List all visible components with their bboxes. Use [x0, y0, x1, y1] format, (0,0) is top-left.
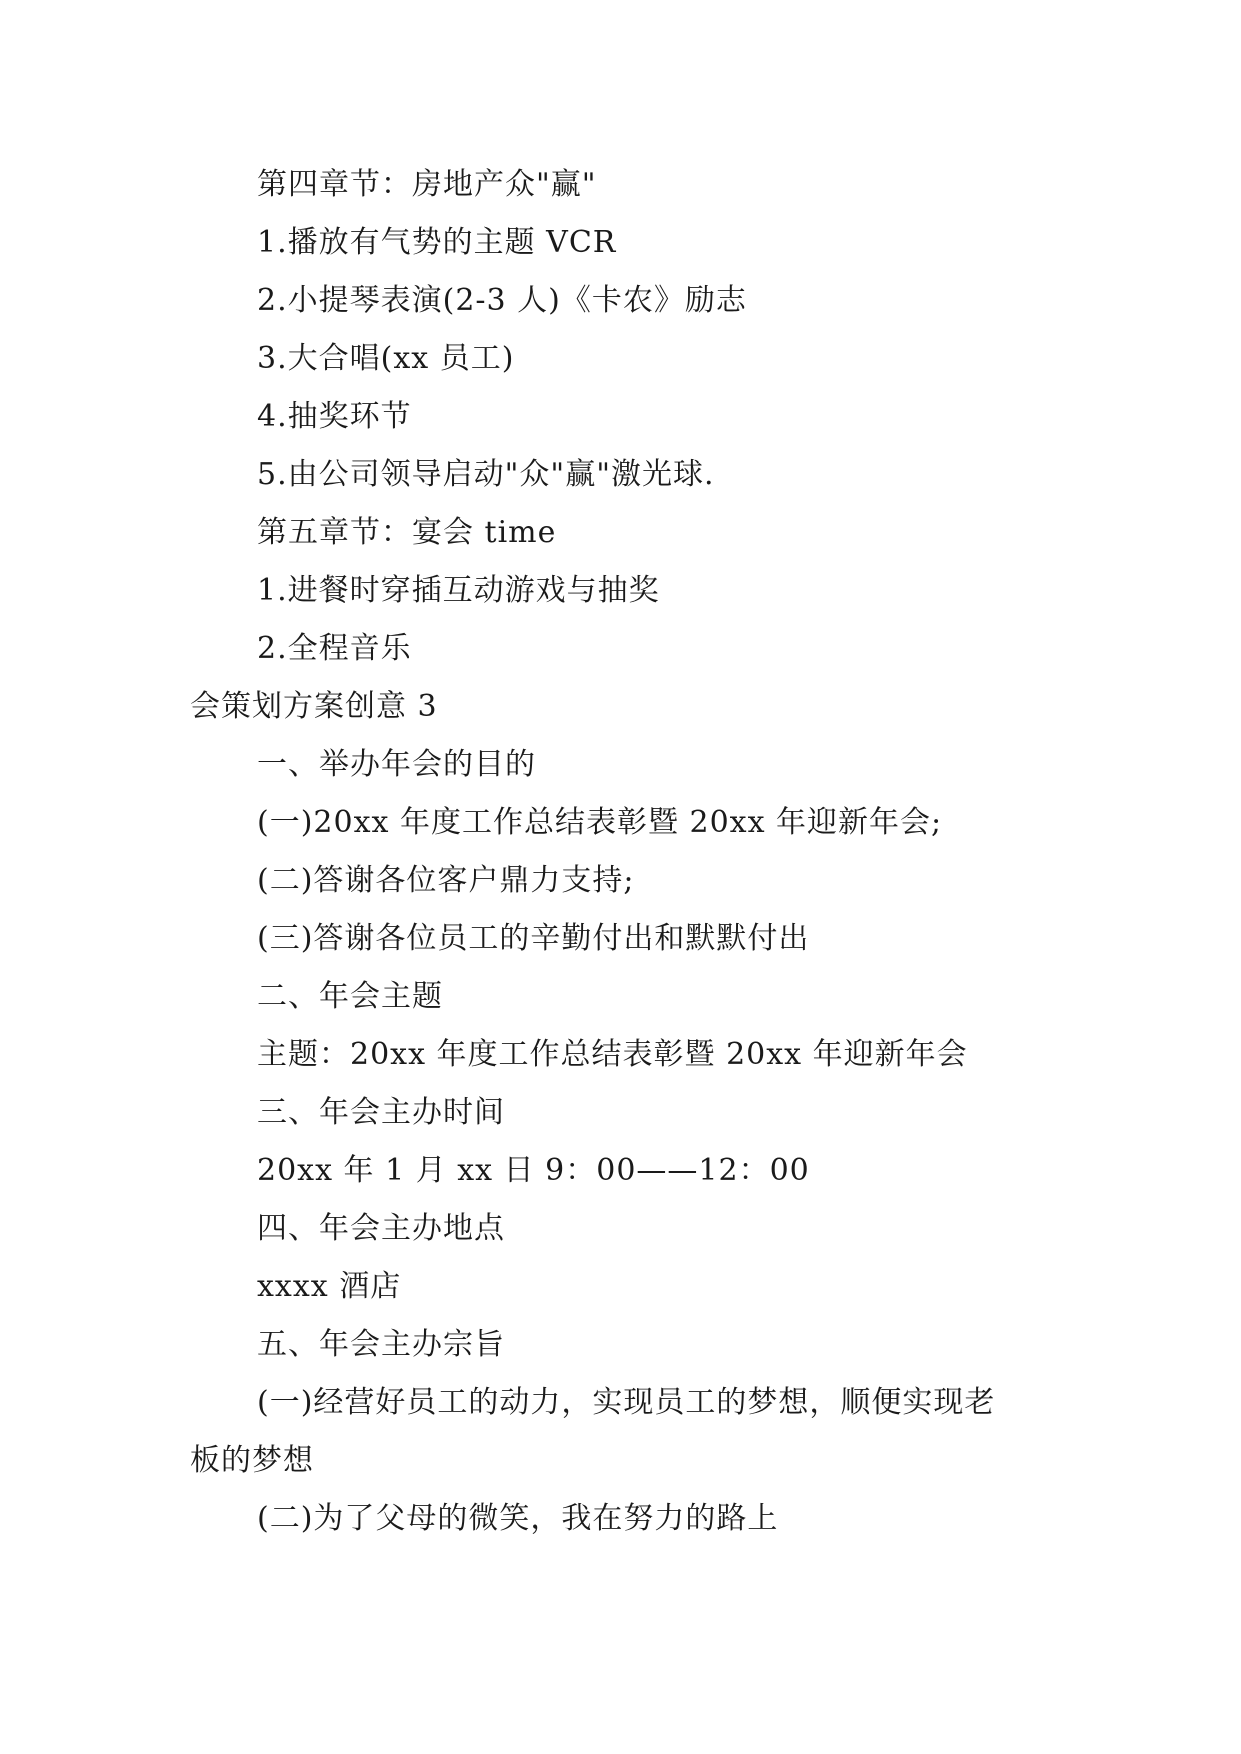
section-heading: 二、年会主题 — [257, 979, 443, 1014]
list-item: (一)经营好员工的动力，实现员工的梦想，顺便实现老 — [257, 1385, 996, 1420]
chapter-four-heading: 第四章节：房地产众"赢" — [257, 167, 597, 202]
paragraph: 主题：20xx 年度工作总结表彰暨 20xx 年迎新年会 — [257, 1037, 968, 1072]
section-heading: 三、年会主办时间 — [257, 1095, 505, 1130]
list-item: (二)答谢各位客户鼎力支持; — [257, 863, 635, 898]
paragraph: 20xx 年 1 月 xx 日 9：00——12：00 — [257, 1153, 810, 1188]
section-title: 会策划方案创意 3 — [190, 689, 438, 724]
list-item: (二)为了父母的微笑，我在努力的路上 — [257, 1501, 779, 1536]
list-item: (一)20xx 年度工作总结表彰暨 20xx 年迎新年会; — [257, 805, 943, 840]
list-item: 1.播放有气势的主题 VCR — [257, 225, 617, 260]
paragraph: xxxx 酒店 — [257, 1269, 402, 1304]
chapter-five-heading: 第五章节：宴会 time — [257, 515, 557, 550]
list-item: 2.全程音乐 — [257, 631, 412, 666]
list-item: 5.由公司领导启动"众"赢"激光球. — [257, 457, 715, 492]
section-heading: 一、举办年会的目的 — [257, 747, 536, 782]
list-item: 3.大合唱(xx 员工) — [257, 341, 515, 376]
list-item: 4.抽奖环节 — [257, 399, 412, 434]
section-heading: 四、年会主办地点 — [257, 1211, 505, 1246]
list-item: (三)答谢各位员工的辛勤付出和默默付出 — [257, 921, 810, 956]
list-item: 1.进餐时穿插互动游戏与抽奖 — [257, 573, 660, 608]
list-item: 2.小提琴表演(2-3 人)《卡农》励志 — [257, 283, 747, 318]
list-item-continuation: 板的梦想 — [190, 1443, 314, 1478]
section-heading: 五、年会主办宗旨 — [257, 1327, 505, 1362]
